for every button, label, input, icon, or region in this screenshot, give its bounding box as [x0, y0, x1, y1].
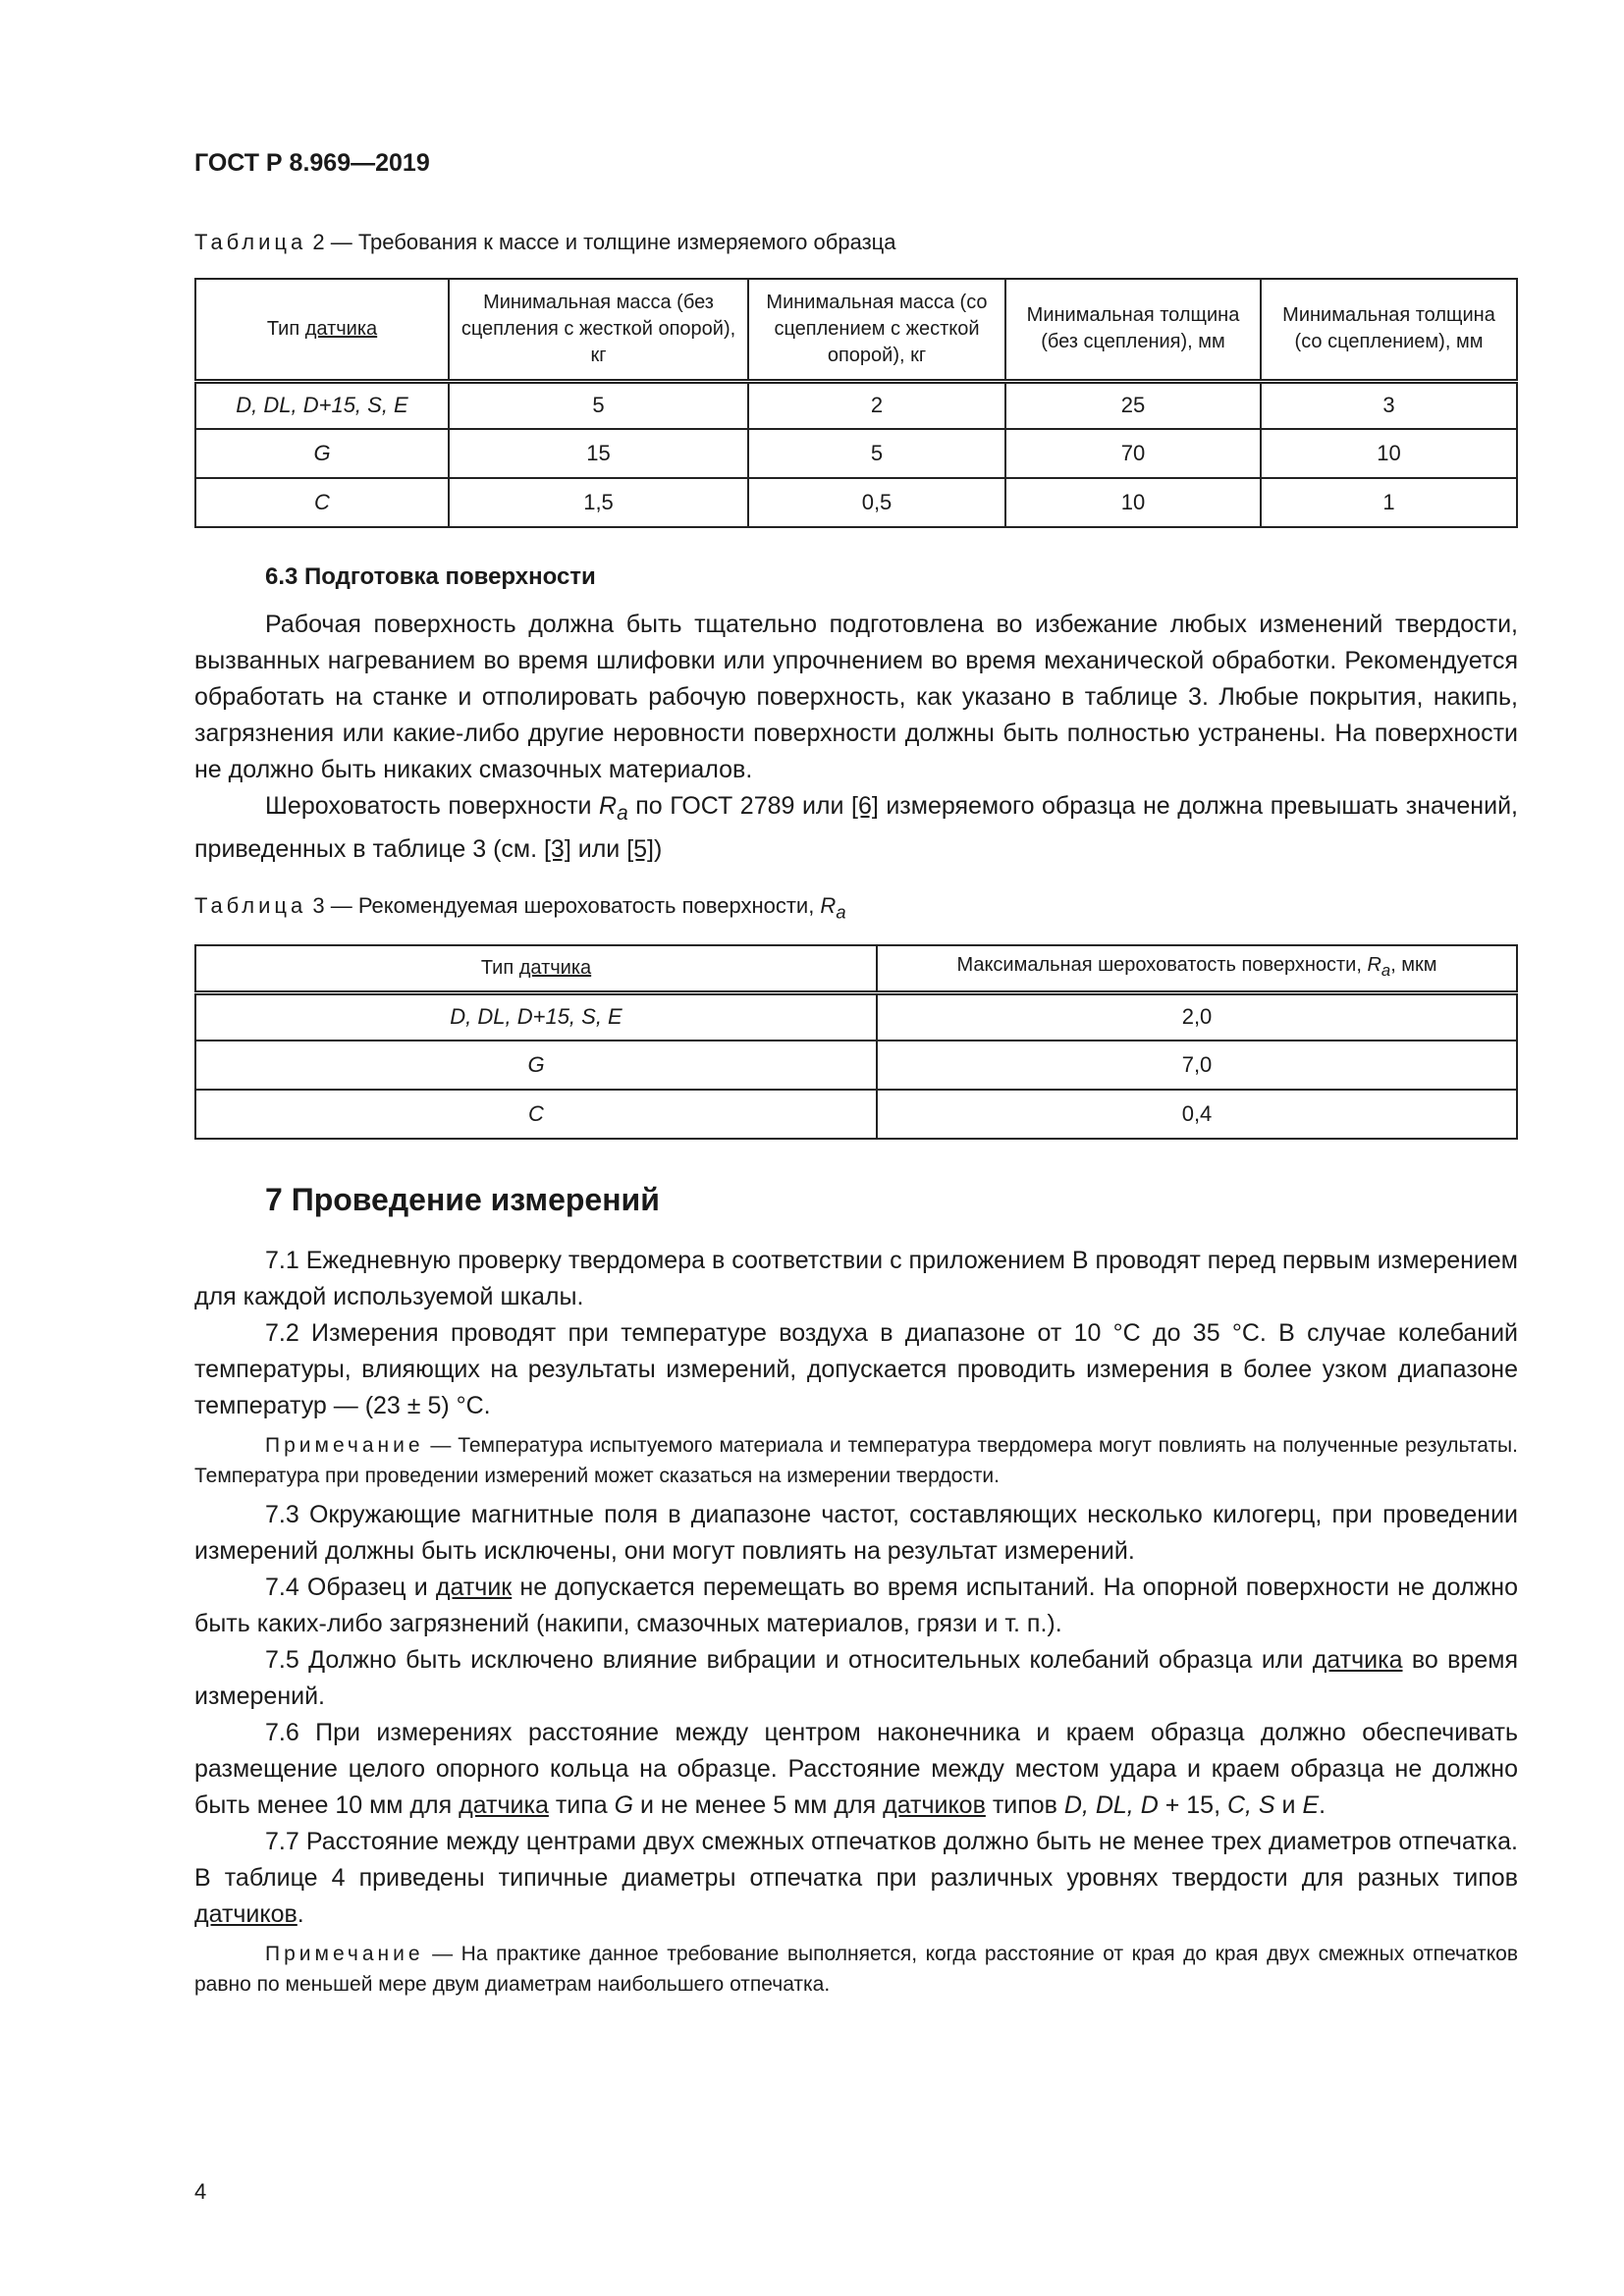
- cell: C: [195, 1090, 877, 1139]
- type-label: C, S: [1226, 1791, 1275, 1819]
- note-text: — На практике данное требование выполняется, когда расстояние от края до края двух смежных отпечатков равно по меньшей мере двум диаметрам наибольшего отпечатка.: [194, 1943, 1518, 1996]
- note: [194, 1430, 1518, 1491]
- paragraph: 7.3 Окружающие магнитные поля в диапазоне частот, составляющих несколько килогерц, при проведении измерений должны быть исключены, они могут повлиять на результат измерений.: [194, 1501, 1518, 1565]
- section-7-title: 7 Проведение измерений: [265, 1182, 660, 1217]
- table2-caption: [194, 230, 896, 255]
- text: ): [654, 835, 663, 863]
- text: по ГОСТ 2789 или: [627, 792, 852, 820]
- text: .: [297, 1900, 304, 1928]
- text: 7.6 При измерениях расстояние между центром наконечника и краем образца должно обеспечивать размещение целого опорного кольца на образце. Расстояние между местом удара и краем образца не должно быть менее 10 мм для: [194, 1719, 1518, 1819]
- cell: 2,0: [877, 992, 1517, 1041]
- table-row: [195, 1090, 1517, 1139]
- paragraph: [194, 1570, 1518, 1642]
- header-cell: [877, 945, 1517, 992]
- caption-label: Таблица: [194, 230, 307, 254]
- caption-text: 2 — Требования к массе и толщине измеряемого образца: [312, 230, 896, 254]
- cell: 1: [1261, 478, 1517, 527]
- text: + 15,: [1158, 1791, 1227, 1819]
- table-row: [195, 478, 1517, 527]
- note-text: — Температура испытуемого материала и температура твердомера могут повлиять на полученные результаты. Температура при проведении измерений может сказаться на измерении твердости.: [194, 1434, 1518, 1487]
- header-cell: Минимальная толщина (без сцепления), мм: [1005, 279, 1261, 381]
- header-link: датчика: [518, 956, 592, 979]
- table-row: [195, 381, 1517, 429]
- table-3: [194, 944, 1518, 1140]
- cell: G: [195, 429, 449, 478]
- subscript: a: [836, 901, 846, 923]
- header-cell: Минимальная толщина (со сцеплением), мм: [1261, 279, 1517, 381]
- text: Шероховатость поверхности: [265, 792, 600, 820]
- paragraph: [194, 1824, 1518, 1933]
- text: во время измерений.: [194, 1646, 1518, 1710]
- section-6-3-title: 6.3 Подготовка поверхности: [265, 563, 596, 590]
- cell: 3: [1261, 381, 1517, 429]
- subscript: a: [617, 802, 628, 825]
- section-6-3-body: [194, 607, 1518, 868]
- header-cell: [195, 945, 877, 992]
- type-label: E: [1302, 1791, 1320, 1819]
- term-link[interactable]: датчика: [1312, 1646, 1403, 1674]
- cell: 0,5: [748, 478, 1005, 527]
- cell: C: [195, 478, 449, 527]
- note: [194, 1939, 1518, 2000]
- symbol: R: [820, 893, 837, 918]
- cell: 25: [1005, 381, 1261, 429]
- text: типов: [985, 1791, 1064, 1819]
- symbol: R: [599, 792, 618, 820]
- symbol: R: [1367, 954, 1381, 977]
- cell: 70: [1005, 429, 1261, 478]
- term-link[interactable]: датчиков: [883, 1791, 986, 1819]
- text: 7.5 Должно быть исключено влияние вибрации и относительных колебаний образца или: [265, 1646, 1313, 1674]
- cell: 15: [449, 429, 748, 478]
- caption-label: Таблица: [194, 893, 307, 918]
- cell: D, DL, D+15, S, E: [195, 992, 877, 1041]
- table-row: [195, 992, 1517, 1041]
- table-row: [195, 1041, 1517, 1090]
- cell: 5: [748, 429, 1005, 478]
- cell: 10: [1005, 478, 1261, 527]
- cell: 2: [748, 381, 1005, 429]
- note-label: Примечание: [265, 1943, 424, 1965]
- text: .: [1319, 1791, 1326, 1819]
- text: не допускается перемещать во время испытаний. На опорной поверхности не должно быть каких-либо загрязнений (накипи, смазочных материалов, грязи и т. п.).: [194, 1574, 1518, 1637]
- cell: 5: [449, 381, 748, 429]
- paragraph: 7.1 Ежедневную проверку твердомера в соответствии с приложением В проводят перед первым измерением для каждой используемой шкалы.: [194, 1247, 1518, 1310]
- type-label: G: [614, 1791, 634, 1819]
- header-text: , мкм: [1390, 954, 1437, 977]
- cell: 7,0: [877, 1041, 1517, 1090]
- paragraph: 7.2 Измерения проводят при температуре воздуха в диапазоне от 10 °С до 35 °С. В случае колебаний температуры, влияющих на результаты измерений, допускается проводить измерения в более узком диапазоне температур — (23 ± 5) °С.: [194, 1319, 1518, 1419]
- header-cell: Минимальная масса (без сцепления с жесткой опорой), кг: [449, 279, 748, 381]
- paragraph: [194, 1642, 1518, 1715]
- paragraph: [194, 1715, 1518, 1824]
- term-link[interactable]: датчиков: [194, 1900, 298, 1928]
- header-text: Тип: [266, 317, 305, 340]
- table-row: [195, 429, 1517, 478]
- text: типа: [548, 1791, 615, 1819]
- cell: D, DL, D+15, S, E: [195, 381, 449, 429]
- reference-link[interactable]: [6]: [851, 792, 879, 820]
- term-link[interactable]: датчик: [435, 1574, 513, 1601]
- header-link: датчика: [304, 317, 378, 340]
- text: и: [1274, 1791, 1303, 1819]
- text: 7.7 Расстояние между центрами двух смежных отпечатков должно быть не менее трех диаметров отпечатка. В таблице 4 приведены типичные диаметры отпечатка при различных уровнях твердости для разных типов: [194, 1828, 1518, 1892]
- page-number: 4: [194, 2179, 207, 2204]
- cell: 10: [1261, 429, 1517, 478]
- type-label: D, DL, D: [1063, 1791, 1159, 1819]
- term-link[interactable]: датчика: [459, 1791, 549, 1819]
- text: или: [570, 835, 627, 863]
- cell: G: [195, 1041, 877, 1090]
- cell: 1,5: [449, 478, 748, 527]
- header-cell: [195, 279, 449, 381]
- text: измеряемого образца не должна превышать значений, приведенных в таблице 3 (см.: [194, 792, 1518, 863]
- table-2: [194, 278, 1518, 528]
- header-text: Максимальная шероховатость поверхности,: [956, 954, 1368, 977]
- text: и не менее 5 мм для: [633, 1791, 884, 1819]
- text: 7.4 Образец и: [265, 1574, 436, 1601]
- header-cell: Минимальная масса (со сцеплением с жесткой опорой), кг: [748, 279, 1005, 381]
- paragraph: [194, 788, 1518, 868]
- caption-text: 3 — Рекомендуемая шероховатость поверхности,: [312, 893, 821, 918]
- reference-link[interactable]: [3]: [543, 835, 571, 863]
- subscript: a: [1380, 961, 1391, 981]
- header-text: Тип: [480, 956, 519, 979]
- paragraph: Рабочая поверхность должна быть тщательно подготовлена во избежание любых изменений твердости, вызванных нагреванием во время шлифовки или упрочнением во время механической обработки. Рекомендуется обработать на станке и отполировать рабочую поверхность, как указано в таблице 3. Любые покрытия, накипь, загрязнения или какие-либо другие неровности поверхности должны быть полностью устранены. На поверхности не должно быть никаких смазочных материалов.: [194, 611, 1518, 783]
- reference-link[interactable]: [5]: [626, 835, 654, 863]
- table3-caption: [194, 893, 846, 923]
- document-header: ГОСТ Р 8.969—2019: [194, 149, 430, 177]
- note-label: Примечание: [265, 1434, 424, 1457]
- section-7-body: [194, 1243, 1518, 2005]
- cell: 0,4: [877, 1090, 1517, 1139]
